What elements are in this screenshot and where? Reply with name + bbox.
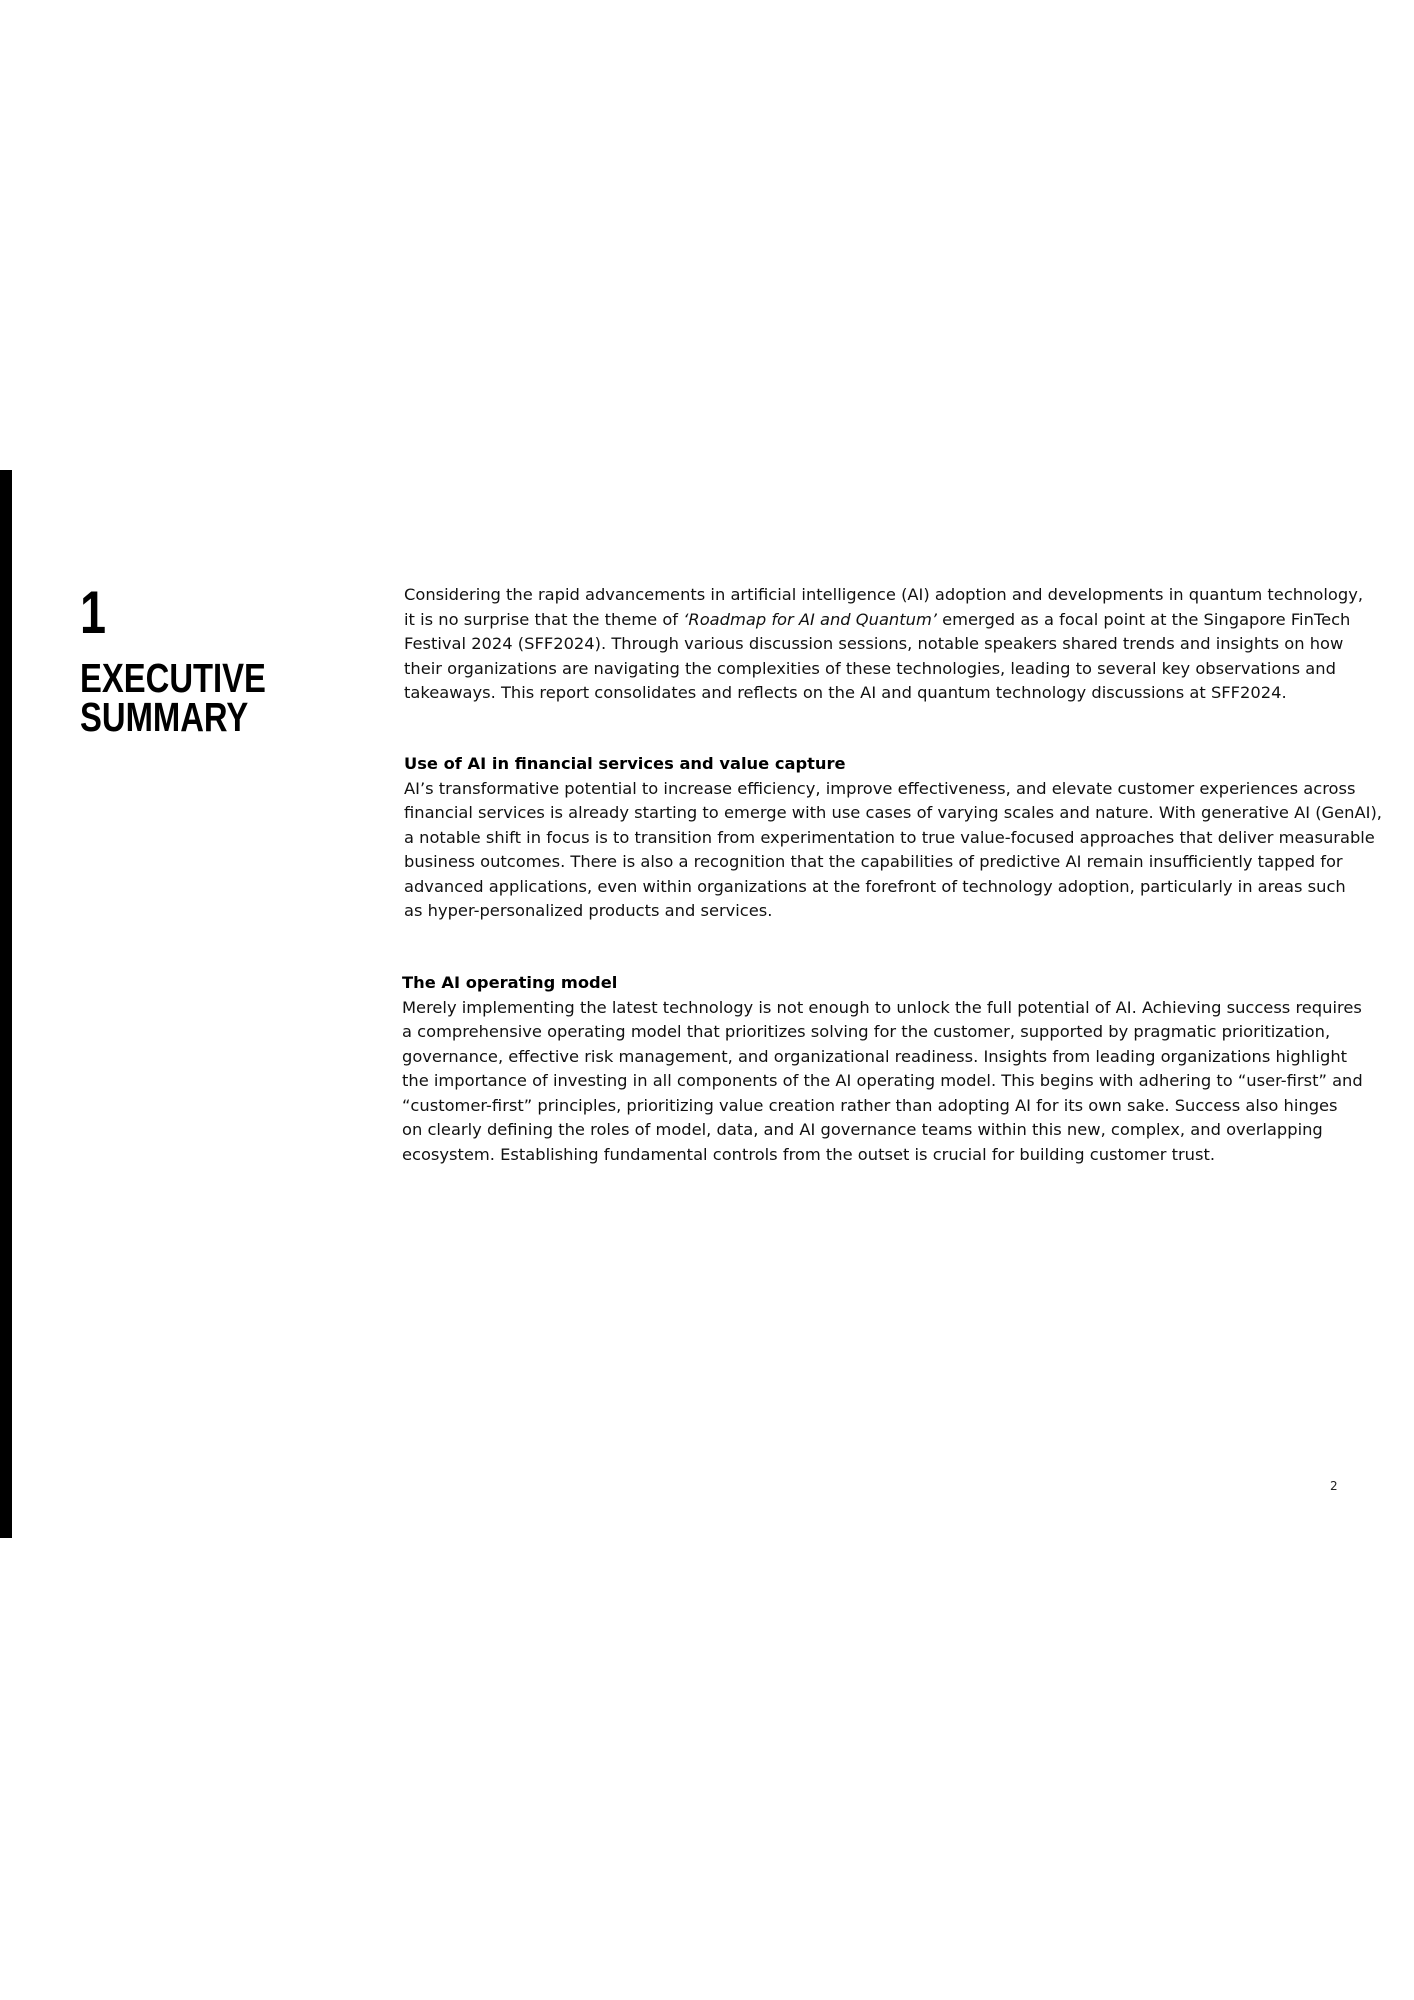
section-body (404, 777, 1382, 924)
text-line: as hyper-personalized products and services. (404, 901, 773, 920)
section-number: 1 (80, 579, 106, 646)
page-number: 2 (1330, 1479, 1338, 1493)
text-line: a notable shift in focus is to transition from experimentation to true value-focused approaches that deliver measurable (404, 827, 1375, 847)
section-ai-operating-model (402, 971, 1363, 1167)
section-title-line: SUMMARY (80, 694, 249, 740)
section-heading: The AI operating model (402, 973, 618, 992)
intro-text (404, 583, 1364, 706)
text-line: Festival 2024 (SFF2024). Through various discussion sessions, notable speakers shared trends and insights on how (404, 634, 1344, 653)
section-heading: Use of AI in financial services and value capture (404, 754, 846, 773)
text-line: their organizations are navigating the complexities of these technologies, leading to several key observations and (404, 658, 1336, 678)
text-fragment: emerged as a focal point at the Singapore FinTech (936, 609, 1351, 629)
text-line: on clearly defining the roles of model, data, and AI governance teams within this new, complex, and overlapping (402, 1120, 1323, 1139)
text-line: “customer-first” principles, prioritizing value creation rather than adopting AI for its own sake. Success also hinges (402, 1095, 1338, 1115)
section-title (80, 655, 288, 740)
text-line: financial services is already starting to emerge with use cases of varying scales and nature. With generative AI (GenAI), (404, 803, 1382, 822)
left-accent-bar (0, 470, 12, 1538)
text-line: Merely implementing the latest technology is not enough to unlock the full potential of AI. Achieving success requires (402, 997, 1362, 1017)
text-line: the importance of investing in all components of the AI operating model. This begins with adhering to “user-first” and (402, 1071, 1363, 1090)
event-theme-italic: ‘Roadmap for AI and Quantum’ (683, 609, 937, 629)
text-line: business outcomes. There is also a recognition that the capabilities of predictive AI remain insufficiently tapped for (404, 852, 1343, 871)
text-line: advanced applications, even within organizations at the forefront of technology adoption, particularly in areas such (404, 876, 1346, 896)
text-line: takeaways. This report consolidates and reflects on the AI and quantum technology discussions at SFF2024. (404, 683, 1287, 702)
section-body (402, 996, 1363, 1168)
section-ai-in-financial-services (404, 752, 1382, 924)
section-title-line: EXECUTIVE (80, 655, 266, 701)
text-line: Considering the rapid advancements in artificial intelligence (AI) adoption and developments in quantum technology, (404, 585, 1364, 604)
text-line (404, 608, 1351, 633)
intro-paragraph (404, 583, 1364, 706)
text-fragment: it is no surprise that the theme of (404, 609, 684, 629)
text-line: governance, effective risk management, and organizational readiness. Insights from leading organizations highlight (402, 1046, 1348, 1066)
text-line: AI’s transformative potential to increase efficiency, improve effectiveness, and elevate customer experiences across (404, 778, 1356, 798)
text-line: a comprehensive operating model that prioritizes solving for the customer, supported by pragmatic prioritization, (402, 1022, 1331, 1041)
text-line: ecosystem. Establishing fundamental controls from the outset is crucial for building customer trust. (402, 1144, 1216, 1164)
